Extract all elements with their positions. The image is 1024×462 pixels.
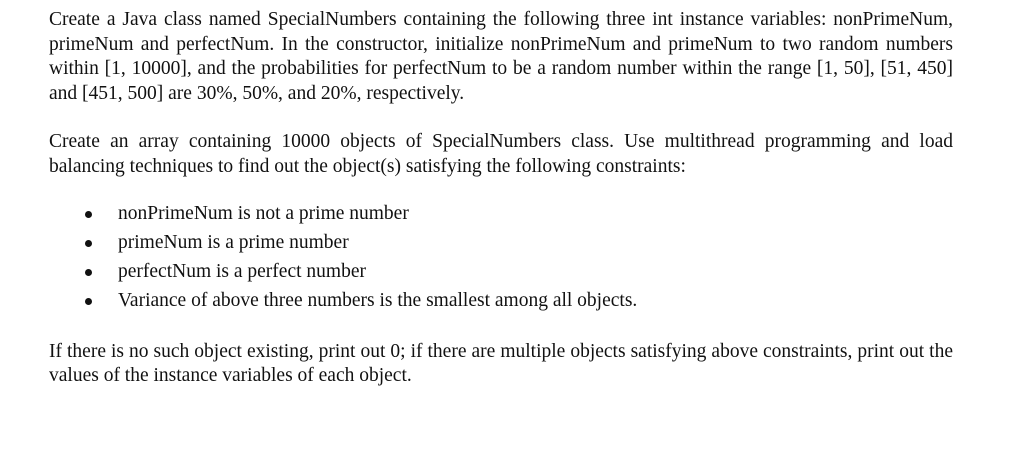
paragraph-output-rule: If there is no such object existing, print out 0; if there are multiple objects satisfying above constraints, print out the values of the instance variables of each object. (49, 340, 953, 387)
list-item (49, 202, 953, 231)
bullet-icon (85, 269, 92, 276)
constraint-text: perfectNum is a perfect number (118, 260, 366, 282)
bullet-icon (85, 298, 92, 305)
list-item (49, 289, 953, 318)
paragraph-class-definition: Create a Java class named SpecialNumbers containing the following three int instance variables: nonPrimeNum, primeNum and perfectNum. In the constructor, initialize nonPrimeNum and primeNum to two random numbers within [1, 10000], and the probabilities for perfectNum to be a random number within the range [1, 50], [51, 450] and [451, 500] are 30%, 50%, and 20%, respectively. (49, 9, 953, 104)
paragraph-array-task: Create an array containing 10000 objects of SpecialNumbers class. Use multithread programming and load balancing techniques to find out the object(s) satisfying the following constraints: (49, 131, 953, 177)
constraint-text: Variance of above three numbers is the smallest among all objects. (118, 289, 638, 311)
document-body (49, 8, 953, 389)
bullet-icon (85, 211, 92, 218)
constraint-text: nonPrimeNum is not a prime number (118, 202, 409, 224)
list-item (49, 231, 953, 260)
constraint-text: primeNum is a prime number (118, 231, 349, 253)
bullet-icon (85, 240, 92, 247)
constraints-list (49, 202, 953, 318)
list-item (49, 260, 953, 289)
